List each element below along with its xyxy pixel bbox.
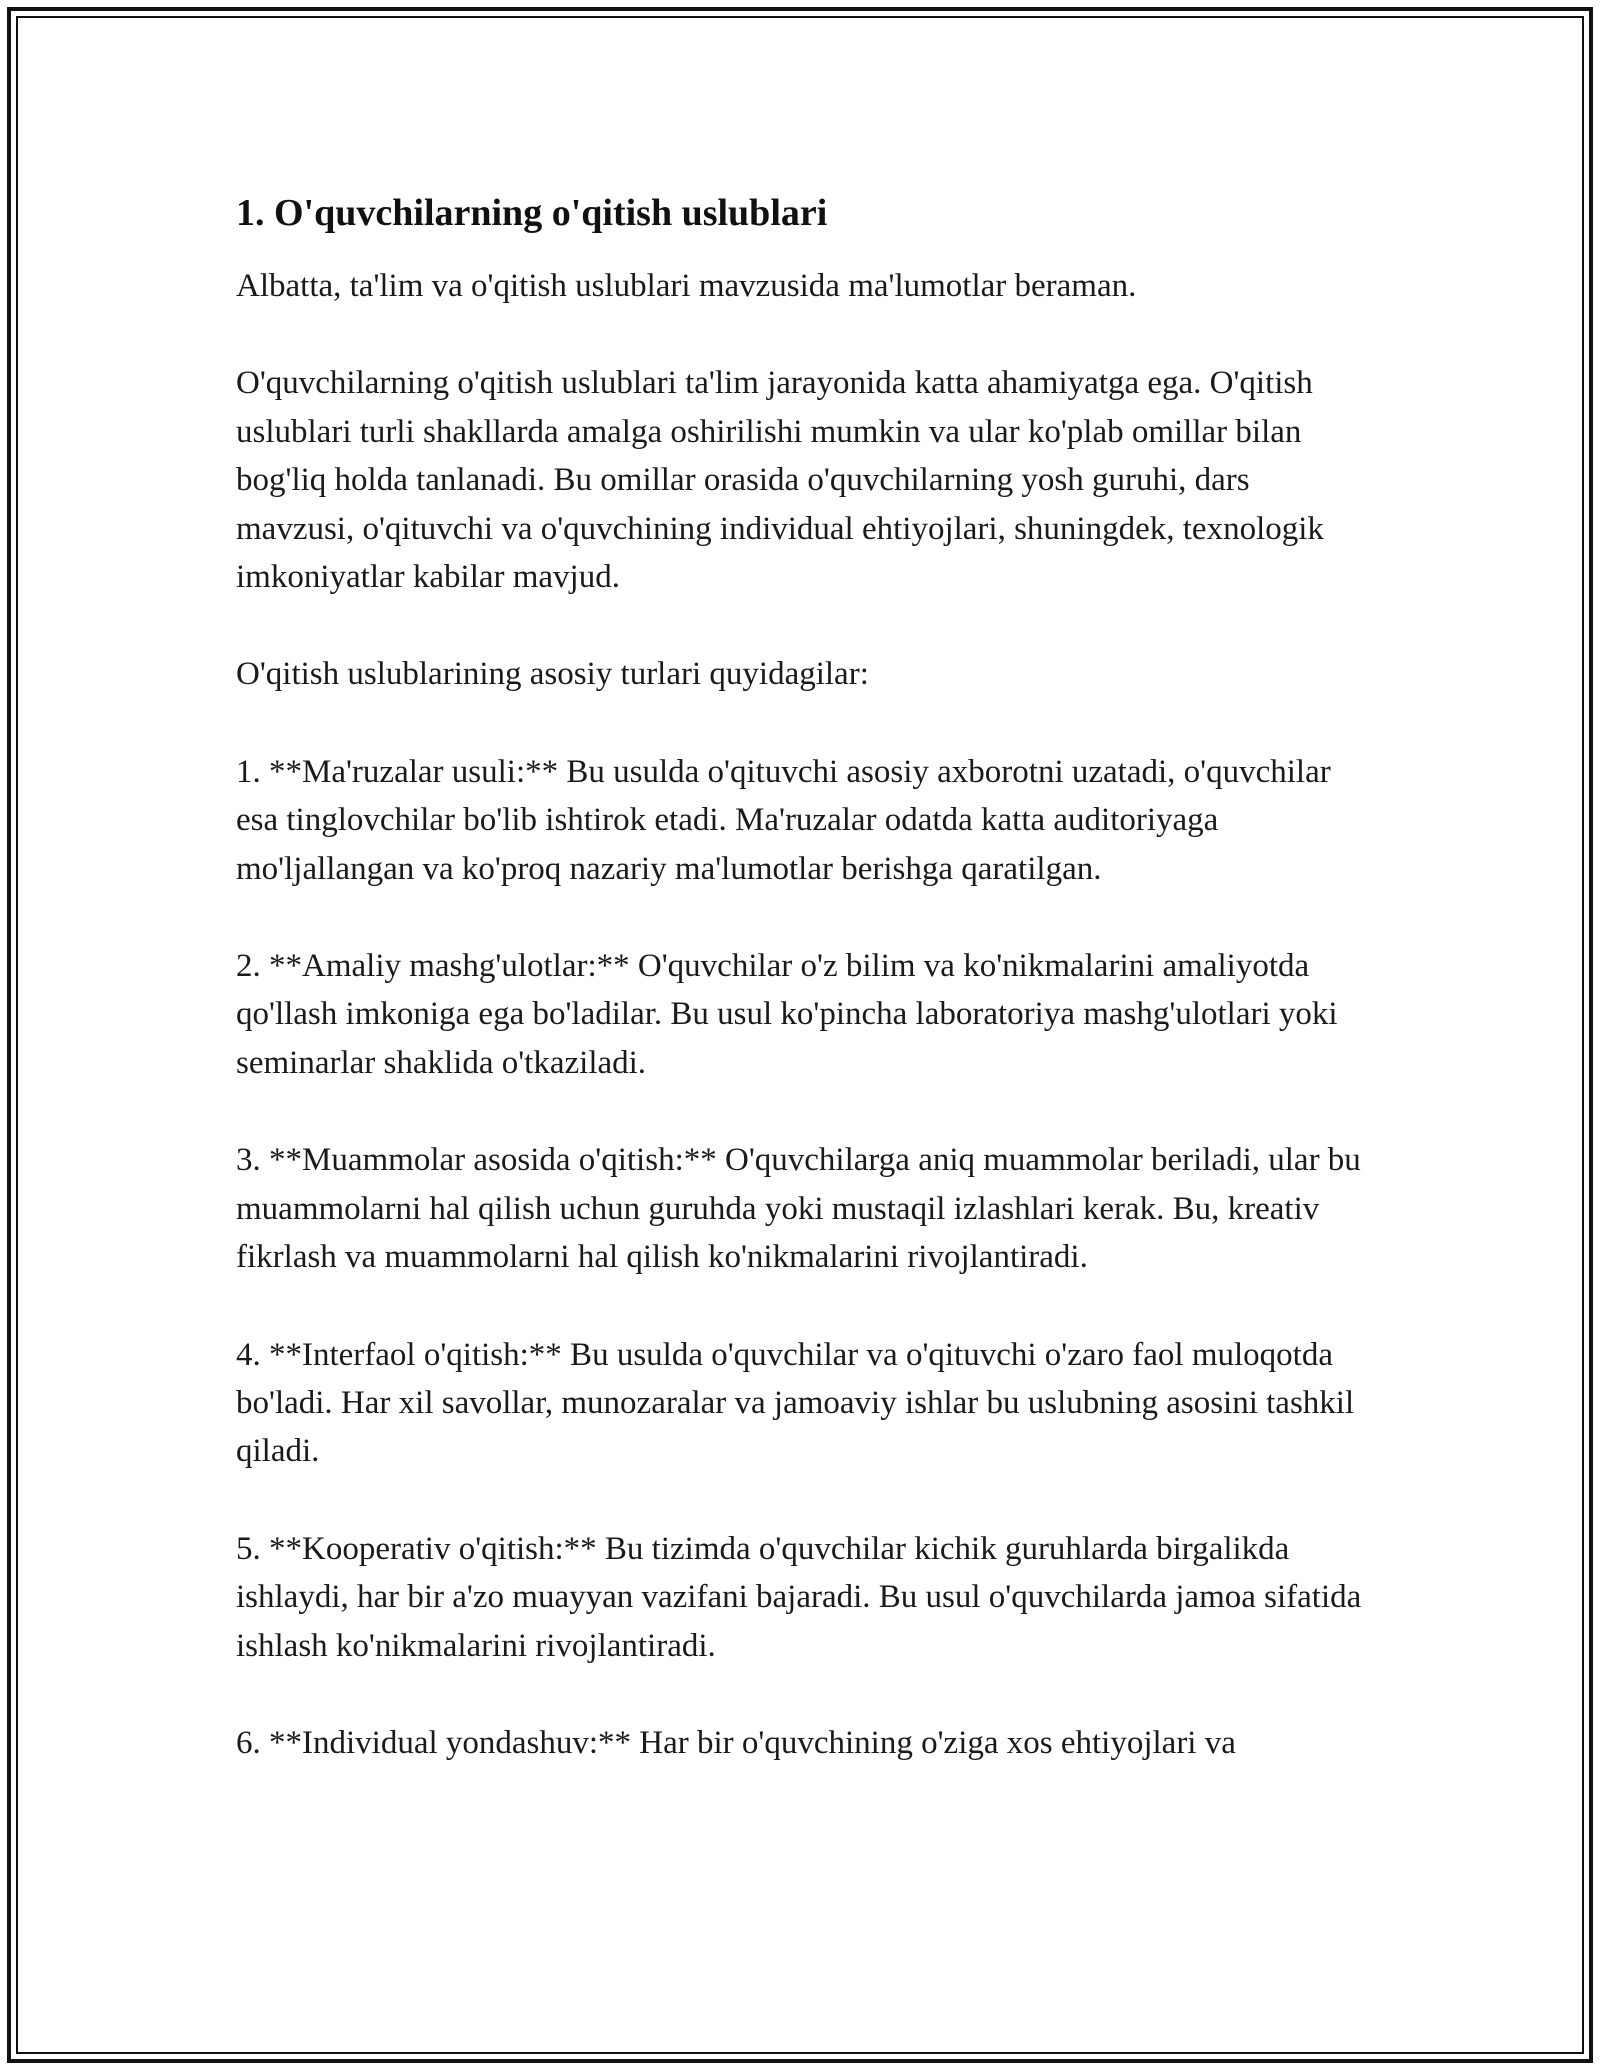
list-intro-paragraph: O'qitish uslublarining asosiy turlari quyidagilar: (236, 656, 869, 693)
list-item-cooperative: 5. **Kooperativ o'qitish:** Bu tizimda o'quvchilar kichik guruhlarda birgalikda ishlaydi, har bir a'zo muayyan vazifani bajaradi. Bu usul o'quvchilarda jamoa sifatida ishlash ko'nikmalarini rivojlantiradi. (236, 1530, 1362, 1664)
document-title: 1. O'quvchilarning o'qitish uslublari (236, 192, 828, 234)
intro-paragraph: Albatta, ta'lim va o'qitish uslublari mavzusida ma'lumotlar beraman. (236, 268, 1137, 304)
list-item-individual: 6. **Individual yondashuv:** Har bir o'quvchining o'ziga xos ehtiyojlari va (236, 1724, 1236, 1761)
document-body (236, 190, 1366, 1816)
list-item-practical: 2. **Amaliy mashg'ulotlar:** O'quvchilar o'z bilim va ko'nikmalarini amaliyotda qo'llash imkoniga ega bo'ladilar. Bu usul ko'pincha laboratoriya mashg'ulotlari yoki seminarlar shaklida o'tkaziladi. (236, 948, 1338, 1081)
list-item-interactive: 4. **Interfaol o'qitish:** Bu usulda o'quvchilar va o'qituvchi o'zaro faol muloqotda bo'ladi. Har xil savollar, munozaralar va jamoaviy ishlar bu uslubning asosini tashkil qiladi. (236, 1336, 1355, 1470)
list-item-lectures: 1. **Ma'ruzalar usuli:** Bu usulda o'qituvchi asosiy axborotni uzatadi, o'quvchilar esa tinglovchilar bo'lib ishtirok etadi. Ma'ruzalar odatda katta auditoriyaga mo'ljallangan va ko'proq nazariy ma'lumotlar berishga qaratilgan. (236, 753, 1331, 887)
overview-paragraph: O'quvchilarning o'qitish uslublari ta'lim jarayonida katta ahamiyatga ega. O'qitish uslublari turli shakllarda amalga oshirilishi mumkin va ular ko'plab omillar bilan bog'liq holda tanlanadi. Bu omillar orasida o'quvchilarning yosh guruhi, dars mavzusi, o'qituvchi va o'quvchining individual ehtiyojlari, shuningdek, texnologik imkoniyatlar kabilar mavjud. (236, 365, 1324, 596)
list-item-problem-based: 3. **Muammolar asosida o'qitish:** O'quvchilarga aniq muammolar beriladi, ular bu muammolarni hal qilish uchun guruhda yoki mustaqil izlashlari kerak. Bu, kreativ fikrlash va muammolarni hal qilish ko'nikmalarini rivojlantiradi. (236, 1142, 1361, 1276)
